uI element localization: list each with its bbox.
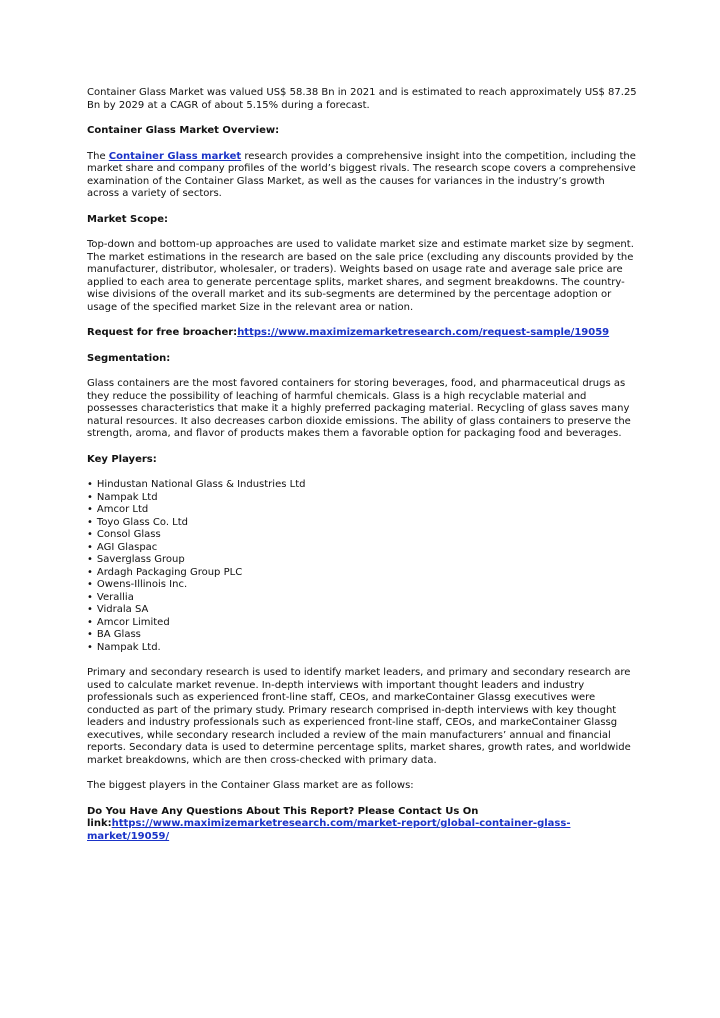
list-item <box>87 579 637 592</box>
contact-label: Do You Have Any Questions About This Report? Please Contact Us On link: <box>87 805 479 829</box>
bullet: • <box>87 529 93 540</box>
player-name: Nampak Ltd <box>96 491 158 503</box>
bullet: • <box>87 566 93 578</box>
key-players-heading: Key Players: <box>87 453 157 465</box>
list-item <box>87 542 637 555</box>
list-item <box>87 529 637 542</box>
player-name: Nampak Ltd. <box>96 641 161 653</box>
request-brochure-line <box>87 327 637 340</box>
bullet: • <box>87 479 93 490</box>
player-name: Ardagh Packaging Group PLC <box>96 566 243 578</box>
bullet: • <box>87 516 93 528</box>
overview-prefix: The <box>87 150 109 162</box>
player-name: Consol Glass <box>96 529 161 540</box>
player-name: BA Glass <box>96 629 141 640</box>
list-item <box>87 492 637 505</box>
overview-paragraph <box>87 151 637 201</box>
list-item <box>87 604 637 617</box>
bullet: • <box>87 616 93 628</box>
request-sample-link[interactable]: https://www.maximizemarketresearch.com/request-sample/19059 <box>237 327 610 338</box>
intro-paragraph: Container Glass Market was valued US$ 58.38 Bn in 2021 and is estimated to reach approximately US$ 87.25 Bn by 2029 at a CAGR of about 5.15% during a forecast. <box>87 87 637 111</box>
bullet: • <box>87 579 93 590</box>
market-report-link[interactable]: https://www.maximizemarketresearch.com/market-report/global-container-glass-market/19059/ <box>87 818 571 842</box>
bullet: • <box>87 491 93 503</box>
request-brochure-label: Request for free broacher: <box>87 327 238 338</box>
list-item <box>87 629 637 642</box>
list-item <box>87 554 637 567</box>
segmentation-heading: Segmentation: <box>87 352 171 364</box>
overview-heading: Container Glass Market Overview: <box>87 125 280 136</box>
player-name: Saverglass Group <box>96 554 185 565</box>
bullet: • <box>87 504 93 515</box>
player-name: Verallia <box>96 591 134 603</box>
scope-heading: Market Scope: <box>87 213 168 225</box>
player-name: Amcor Limited <box>96 616 170 628</box>
list-item <box>87 504 637 517</box>
list-item <box>87 617 637 630</box>
list-item <box>87 479 637 492</box>
overview-rest: research provides a comprehensive insight into the competition, including the market share and company profiles of the world’s biggest rivals. The research scope covers a comprehensive examination of the Container Glass Market, as well as the causes for variances in the industry’s growth across a variety of sectors. <box>87 150 636 199</box>
key-players-list <box>87 479 637 654</box>
document-page <box>87 87 637 843</box>
bullet: • <box>87 604 93 615</box>
player-name: Toyo Glass Co. Ltd <box>96 516 189 528</box>
container-glass-market-link[interactable]: Container Glass market <box>108 150 242 162</box>
list-item <box>87 642 637 655</box>
bullet: • <box>87 641 93 653</box>
list-item <box>87 592 637 605</box>
player-name: Hindustan National Glass & Industries Ltd <box>96 479 306 490</box>
biggest-players-paragraph: The biggest players in the Container Glass market are as follows: <box>87 780 414 791</box>
bullet: • <box>87 591 93 603</box>
list-item <box>87 567 637 580</box>
player-name: AGI Glaspac <box>96 541 158 553</box>
bullet: • <box>87 629 93 640</box>
player-name: Amcor Ltd <box>96 504 149 515</box>
research-paragraph: Primary and secondary research is used to identify market leaders, and primary and secondary research are used to calculate market revenue. In-depth interviews with important thought leaders and industry professionals such as experienced front-line staff, CEOs, and markeContainer Glassg executives were conducted as part of the primary study. Primary research comprised in-depth interviews with key thought leaders and industry professionals such as experienced front-line staff, CEOs, and markeContainer Glassg executives, while secondary research included a review of the main manufacturers’ annual and financial reports. Secondary data is used to determine percentage splits, market shares, growth rates, and worldwide market breakdowns, which are then cross-checked with primary data. <box>87 667 631 766</box>
player-name: Vidrala SA <box>96 604 149 615</box>
scope-paragraph: Top-down and bottom-up approaches are used to validate market size and estimate market size by segment. The market estimations in the research are based on the sale price (excluding any discounts provided by the manufacturer, distributor, wholesaler, or traders). Weights based on usage rate and average sale price are applied to each area to generate percentage splits, market shares, and segment breakdowns. The country-wise divisions of the overall market and its sub-segments are determined by the percentage adoption or usage of the specified market Size in the relevant area or nation. <box>87 239 634 313</box>
bullet: • <box>87 554 93 565</box>
segmentation-paragraph: Glass containers are the most favored containers for storing beverages, food, and pharmaceutical drugs as they reduce the possibility of leaching of harmful chemicals. Glass is a high recyclable material and possesses characteristics that make it a highly preferred packaging material. Recycling of glass saves many natural resources. It also decreases carbon dioxide emissions. The ability of glass containers to preserve the strength, aroma, and flavor of products makes them a favorable option for packaging food and beverages. <box>87 378 631 439</box>
list-item <box>87 517 637 530</box>
contact-line <box>87 806 637 844</box>
player-name: Owens-Illinois Inc. <box>96 579 188 590</box>
bullet: • <box>87 541 93 553</box>
